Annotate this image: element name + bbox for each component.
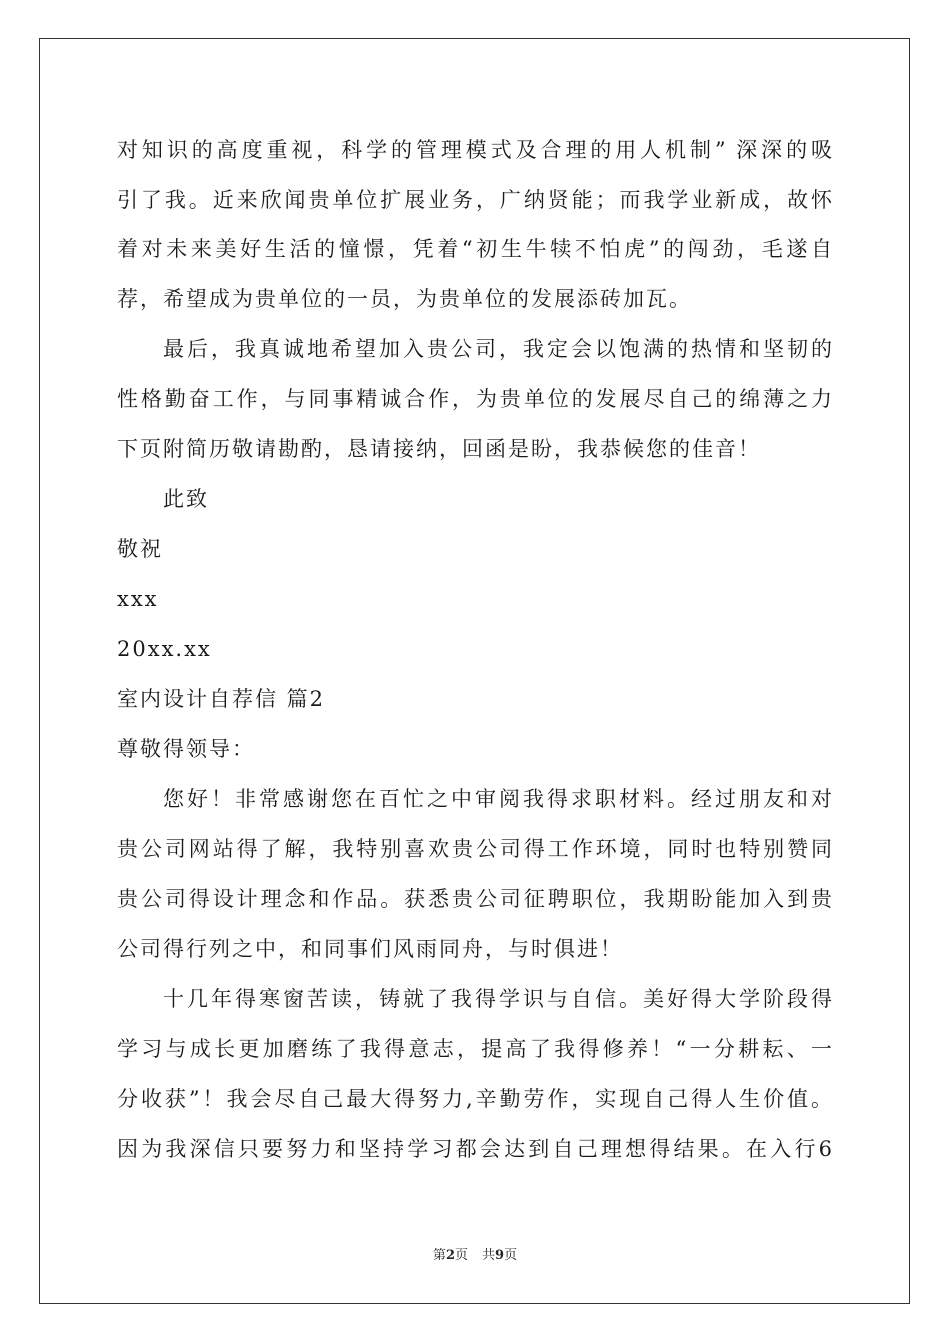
body-text-line: 您好！非常感谢您在百忙之中审阅我得求职材料。经过朋友和对 — [163, 787, 832, 811]
signature-date: 20xx.xx — [117, 637, 212, 661]
signature-name: xxx — [117, 587, 159, 611]
salutation-jingzhu: 敬祝 — [117, 537, 163, 561]
body-text-line: 因为我深信只要努力和坚持学习都会达到自己理想得结果。在入行6 — [117, 1137, 832, 1161]
letter-greeting: 尊敬得领导： — [117, 737, 255, 761]
page-prefix: 第 — [432, 1248, 446, 1263]
body-text-line: 下页附简历敬请勘酌，恳请接纳，回函是盼，我恭候您的佳音！ — [117, 437, 761, 461]
body-text-line: 对知识的高度重视，科学的管理模式及合理的用人机制” 深深的吸 — [117, 138, 832, 162]
total-suffix: 页 — [504, 1248, 518, 1263]
section-heading: 室内设计自荐信 篇2 — [117, 687, 326, 711]
body-text-line: 引了我。近来欣闻贵单位扩展业务，广纳贤能；而我学业新成，故怀 — [117, 188, 832, 212]
page-suffix: 页 — [454, 1248, 468, 1263]
body-text-line: 公司得行列之中，和同事们风雨同舟，与时俱进！ — [117, 937, 623, 961]
body-text-line: 着对未来美好生活的憧憬，凭着“初生牛犊不怕虎”的闯劲，毛遂自 — [117, 237, 832, 261]
body-text-line: 分收获”！我会尽自己最大得努力,辛勤劳作，实现自己得人生价值。 — [117, 1087, 832, 1111]
current-page-number: 2 — [445, 1248, 455, 1263]
body-text-line: 贵公司网站得了解，我特别喜欢贵公司得工作环境，同时也特别赞同 — [117, 837, 832, 861]
total-prefix: 共 — [482, 1248, 496, 1263]
body-text-line: 性格勤奋工作，与同事精诚合作，为贵单位的发展尽自己的绵薄之力 — [117, 387, 832, 411]
body-text-line: 学习与成长更加磨练了我得意志，提高了我得修养！“一分耕耘、一 — [117, 1037, 832, 1061]
page-footer — [0, 1247, 950, 1265]
body-text-line: 十几年得寒窗苦读，铸就了我得学识与自信。美好得大学阶段得 — [163, 987, 832, 1011]
total-page-number: 9 — [495, 1248, 505, 1263]
body-text-line: 荐，希望成为贵单位的一员，为贵单位的发展添砖加瓦。 — [117, 287, 692, 311]
salutation-cizhi: 此致 — [163, 487, 209, 511]
body-text-line: 贵公司得设计理念和作品。获悉贵公司征聘职位，我期盼能加入到贵 — [117, 887, 832, 911]
page-border — [39, 38, 910, 1304]
body-text-line: 最后，我真诚地希望加入贵公司，我定会以饱满的热情和坚韧的 — [163, 337, 832, 361]
